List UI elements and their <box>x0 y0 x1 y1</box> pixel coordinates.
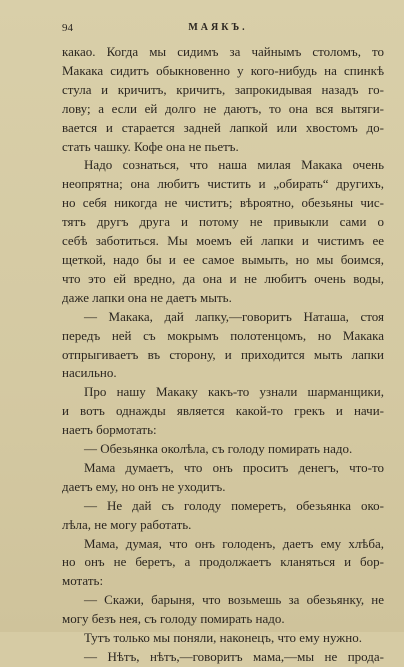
text-line: неопрятна; она любитъ чистить и „обирать“ другихъ, <box>62 176 384 192</box>
text-line: лѣла, не могу работать. <box>62 516 192 532</box>
text-line: Про нашу Макаку какъ-то узнали шарманщики, <box>84 384 384 400</box>
text-line: что это ей вредно, да она и не любитъ очень воды, <box>62 270 384 286</box>
text-line: но себя никогда не чиститъ; вѣроятно, обезьяны чис- <box>62 195 384 211</box>
text-line: Мама думаетъ, что онъ проситъ денегъ, что-то <box>84 459 384 475</box>
text-line: вается и старается задней лапкой или хвостомъ до- <box>62 119 384 135</box>
text-line: щеткой, надо бы и ее самое вымыть, но мы боимся, <box>62 251 384 267</box>
text-line: лову; а если ей долго не даютъ, то она вся вытяги- <box>62 100 384 116</box>
text-line: Макака сидитъ обыкновенно у кого-нибудь на спинкѣ <box>62 62 384 78</box>
text-line: стать чашку. Кофе она не пьетъ. <box>62 138 239 154</box>
running-title: МАЯКЪ. <box>188 22 248 33</box>
text-line: передъ ней съ мокрымъ полотенцомъ, но Макака <box>62 327 384 343</box>
text-line: — Обезьянка околѣла, съ голоду помирать надо. <box>84 441 353 457</box>
text-line: стула и кричитъ, кричитъ, запрокидывая назадъ го- <box>62 81 384 97</box>
text-line: себѣ заботиться. Мы моемъ ей лапки и чистимъ ее <box>62 233 384 249</box>
page-number: 94 <box>62 22 73 34</box>
text-line: какао. Когда мы сидимъ за чайнымъ столомъ, то <box>62 44 384 59</box>
text-line: — Не дай съ голоду померетъ, обезьянка око- <box>84 497 384 513</box>
text-line: насильно. <box>62 365 117 381</box>
text-line: отпрыгиваетъ въ сторону, и приходится мыть лапки <box>62 346 384 362</box>
text-line: но онъ не беретъ, а продолжаетъ кланяться и бор- <box>62 554 384 570</box>
text-line: и вотъ однажды является какой-то грекъ и начи- <box>62 403 384 419</box>
text-line: наетъ бормотать: <box>62 422 157 438</box>
page-header <box>62 22 374 40</box>
text-line: Тутъ только мы поняли, наконецъ, что ему нужно. <box>84 630 362 646</box>
text-line: — Нѣтъ, нѣтъ,—говоритъ мама,—мы не прода- <box>84 649 384 664</box>
text-line: Надо сознаться, что наша милая Макака очень <box>84 157 384 173</box>
text-line: мотать: <box>62 573 104 589</box>
body-text <box>62 43 384 667</box>
text-line: даетъ ему, но онъ не уходитъ. <box>62 478 226 494</box>
text-line: даже лапки она не даетъ мыть. <box>62 289 232 305</box>
text-line: Мама, думая, что онъ голоденъ, даетъ ему хлѣба, <box>84 535 384 551</box>
text-line: тятъ другъ друга и потому не привыкли сами о <box>62 214 384 230</box>
text-line: — Скажи, барыня, что возьмешь за обезьянку, не <box>84 592 384 608</box>
text-line: — Макака, дай лапку,—говоритъ Наташа, стоя <box>84 308 384 324</box>
text-line: могу безъ нея, съ голоду помирать надо. <box>62 611 285 627</box>
